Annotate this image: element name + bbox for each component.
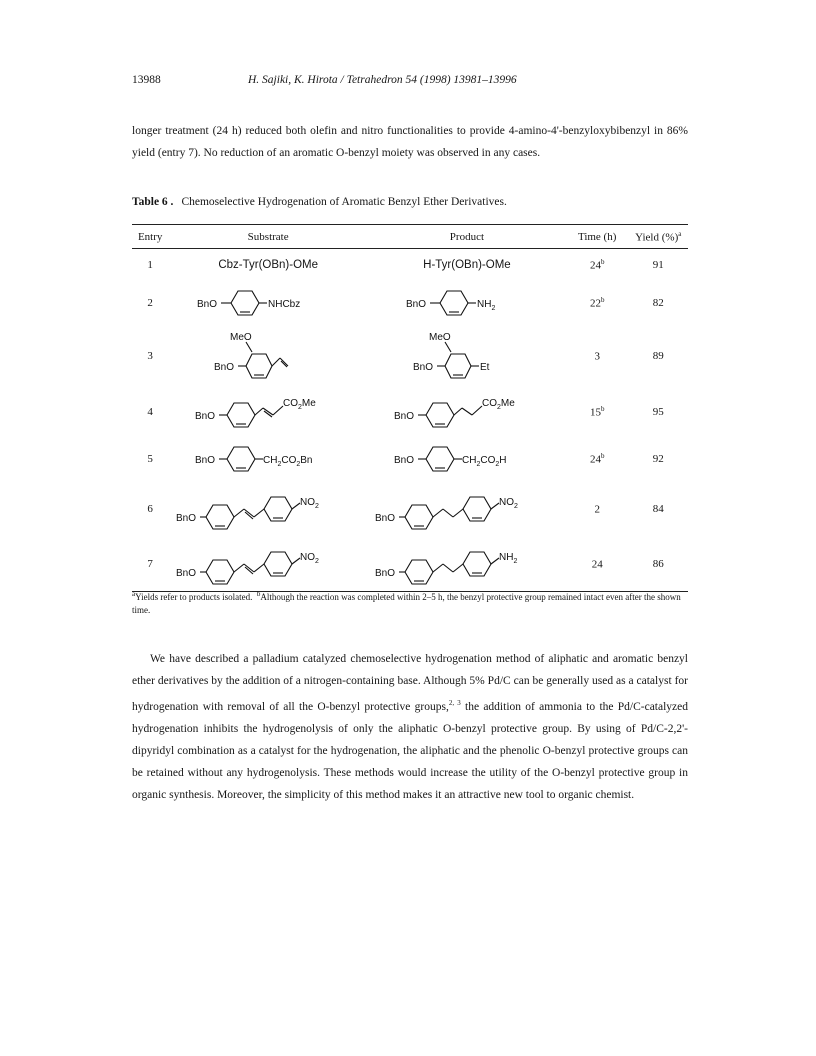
product-structure-6 [373, 488, 561, 530]
yield-cell: 92 [652, 452, 664, 465]
time-cell [566, 248, 629, 281]
table-title: Chemoselective Hydrogenation of Aromatic Benzyl Ether Derivatives. [181, 196, 507, 208]
label-bno: BnO [374, 512, 395, 524]
table-caption [132, 196, 507, 208]
time-mark: b [600, 404, 605, 413]
yield-cell: 91 [652, 258, 664, 271]
entry-cell: 3 [147, 349, 153, 362]
time-value: 24 [589, 259, 601, 272]
label-meo: MeO [230, 331, 252, 343]
header-product: Product [368, 225, 566, 249]
label-bno: BnO [197, 298, 218, 310]
label-ch2co2bn: $CH_2CO_2Bn$ [263, 454, 313, 468]
table-row [132, 325, 688, 387]
product-cell [368, 387, 566, 437]
table-row [132, 481, 688, 537]
substrate-cell [168, 387, 368, 437]
time-mark: b [600, 295, 605, 304]
product-structure-2 [402, 286, 532, 320]
table-row [132, 248, 688, 281]
label-nhcbz: NHCbz [268, 298, 301, 310]
label-nh2: $NH_2$ [476, 298, 496, 312]
entry-cell: 2 [147, 296, 153, 309]
substrate-structure-3 [208, 330, 328, 382]
time-cell [566, 387, 629, 437]
label-et: Et [479, 361, 490, 373]
substrate-cell [168, 325, 368, 387]
header-time: Time (h) [566, 225, 629, 249]
time-mark: b [600, 451, 605, 460]
footnote-a-text: Yields refer to products isolated. [135, 592, 253, 602]
entry-cell: 5 [147, 452, 153, 465]
label-co2me: $CO_2Me$ [283, 397, 316, 411]
product-cell [368, 437, 566, 481]
label-meo: MeO [428, 331, 451, 343]
substrate-structure-7 [174, 543, 362, 585]
footnote-b-mark: b [256, 590, 261, 598]
entry-cell: 7 [132, 537, 168, 592]
time-cell [566, 437, 629, 481]
table-6 [132, 224, 688, 592]
table-footnotes [132, 588, 688, 617]
substrate-structure-2 [193, 286, 343, 320]
footnote-b-text: Although the reaction was completed within 2–5 h, the benzyl protective group remained intact even after the shown time. [132, 592, 681, 615]
label-ch2co2h: $CH_2CO_2H$ [461, 454, 507, 468]
yield-cell: 86 [629, 537, 689, 592]
time-value: 3 [594, 350, 600, 363]
header-yield-text: Yield (%) [635, 231, 679, 244]
entry-cell: 1 [147, 258, 153, 271]
time-value: 22 [589, 297, 601, 310]
substrate-structure-4 [193, 394, 343, 430]
paragraph-top: longer treatment (24 h) reduced both olefin and nitro functionalities to provide 4-amino-4'-benzyloxybibenzyl in 86% yield (entry 7). No reduction of an aromatic O-benzyl moiety was observed in any cases. [132, 125, 688, 159]
paragraph-bottom [132, 648, 688, 806]
substrate-cell [168, 281, 368, 325]
label-no2: $NO_2$ [498, 496, 518, 510]
product-cell: H-Tyr(OBn)-OMe [423, 258, 511, 271]
time-mark: b [600, 257, 605, 266]
table-row [132, 387, 688, 437]
yield-cell: 89 [652, 349, 664, 362]
table-label: Table 6 . [132, 196, 174, 208]
label-bno: BnO [195, 454, 216, 466]
yield-cell: 82 [652, 296, 664, 309]
product-structure-4 [392, 394, 542, 430]
substrate-cell: Cbz-Tyr(OBn)-OMe [218, 258, 318, 271]
label-bno: BnO [374, 567, 395, 579]
label-bno: BnO [176, 567, 197, 579]
header-entry: Entry [132, 225, 168, 249]
paragraph-bottom-part1: We have described a palladium catalyzed chemoselective hydrogenation method of aliphatic and aromatic benzyl ether derivatives by the addition of a nitrogen-containing base. Although 5% Pd/C can be generally used as a catalyst for hydrogenation with removal of all the O-benzyl protective groups, [132, 653, 688, 713]
substrate-structure-6 [174, 488, 362, 530]
product-structure-3 [407, 330, 527, 382]
yield-cell: 95 [652, 405, 664, 418]
time-value: 2 [594, 503, 600, 516]
time-cell [566, 281, 629, 325]
label-no2: $NO_2$ [300, 496, 320, 510]
label-bno: BnO [393, 454, 414, 466]
time-cell [566, 481, 629, 537]
table-row [132, 537, 688, 592]
product-cell [368, 537, 566, 592]
label-bno: BnO [405, 298, 426, 310]
substrate-cell [168, 481, 368, 537]
substrate-cell [168, 537, 368, 592]
footnote-a-mark: a [132, 590, 136, 598]
product-cell [368, 281, 566, 325]
label-bno: BnO [195, 410, 216, 422]
time-value: 24 [589, 453, 601, 466]
time-value: 24 [591, 558, 603, 571]
time-cell [566, 325, 629, 387]
table-row [132, 281, 688, 325]
product-structure-7 [373, 543, 561, 585]
yield-cell: 84 [652, 502, 664, 515]
label-bno: BnO [412, 361, 433, 373]
label-no2: $NO_2$ [300, 551, 320, 565]
product-cell [368, 325, 566, 387]
label-nh2: $NH_2$ [498, 551, 518, 565]
label-bno: BnO [214, 361, 235, 373]
citation-refs: 2, 3 [448, 699, 461, 707]
label-bno: BnO [393, 410, 414, 422]
running-head: H. Sajiki, K. Hirota / Tetrahedron 54 (1998) 13981–13996 [248, 74, 517, 86]
entry-cell: 4 [147, 405, 153, 418]
header-yield [629, 225, 689, 249]
time-value: 15 [589, 406, 601, 419]
product-structure-5 [392, 442, 542, 476]
page-number: 13988 [132, 74, 161, 86]
label-co2me: $CO_2Me$ [481, 397, 515, 411]
product-cell [368, 481, 566, 537]
entry-cell: 6 [147, 502, 153, 515]
substrate-structure-5 [193, 442, 343, 476]
header-substrate: Substrate [168, 225, 368, 249]
time-cell [566, 537, 629, 592]
table-row [132, 437, 688, 481]
header-yield-mark: a [678, 230, 682, 238]
paragraph-bottom-part2: the addition of ammonia to the Pd/C-catalyzed hydrogenation inhibits the hydrogenolysis of only the aliphatic O-benzyl protective group. By using of Pd/C-2,2'-dipyridyl combination as a catalyst for the hydrogenation, the aliphatic and the phenolic O-benzyl protective groups can be retained without any hydrogenolysis. These methods would increase the utility of the O-benzyl protective group in organic synthesis. Moreover, the simplicity of this method makes it an attractive new tool to organic chemist. [132, 700, 689, 801]
label-bno: BnO [176, 512, 197, 524]
substrate-cell [168, 437, 368, 481]
